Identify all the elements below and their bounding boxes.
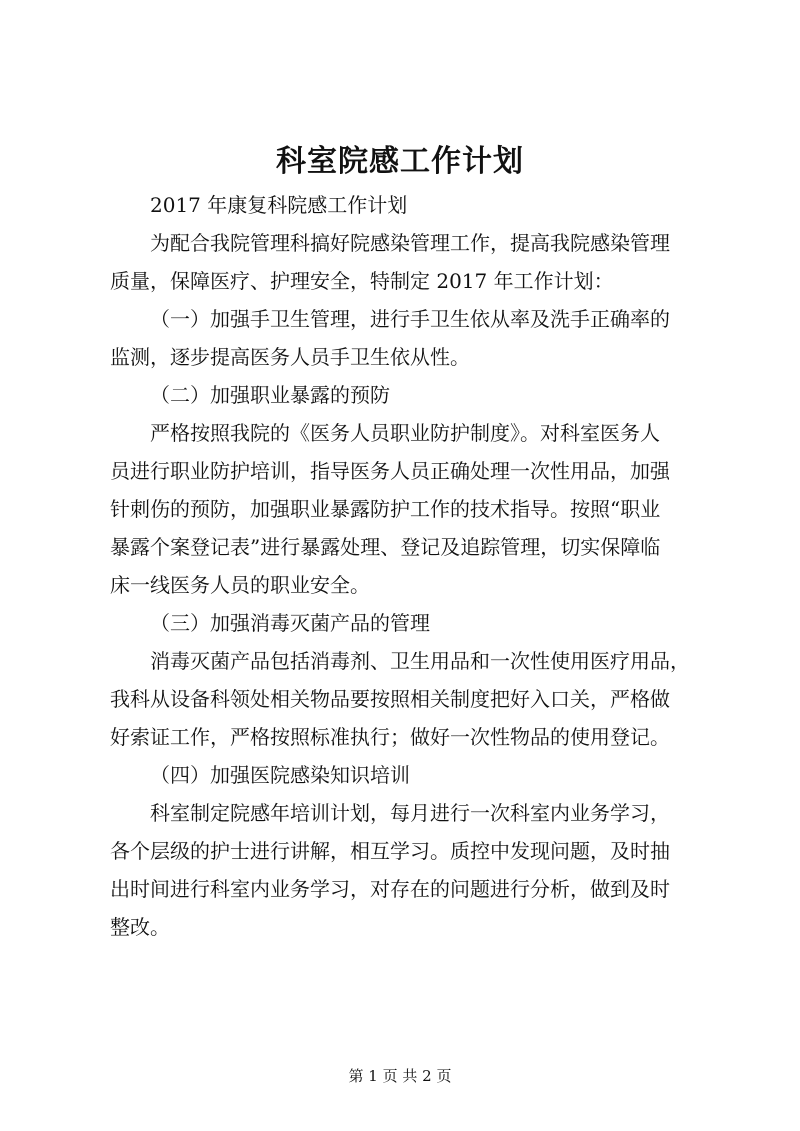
text-line: 员进行职业防护培训，指导医务人员正确处理一次性用品，加强 [110, 459, 670, 483]
text-line: 针刺伤的预防，加强职业暴露防护工作的技术指导。按照“职业 [110, 497, 661, 521]
text-line: 好索证工作，严格按照标准执行；做好一次性物品的使用登记。 [110, 725, 670, 749]
document-title: 科室院感工作计划 [276, 144, 524, 179]
text-line: 科室制定院感年培训计划，每月进行一次科室内业务学习， [150, 801, 670, 825]
text-line: 我科从设备科领处相关物品要按照相关制度把好入口关，严格做 [110, 687, 670, 711]
page-footer: 第 1 页 共 2 页 [348, 1067, 452, 1085]
text-line: 监测，逐步提高医务人员手卫生依从性。 [110, 345, 470, 369]
text-line: 消毒灭菌产品包括消毒剂、卫生用品和一次性使用医疗用品， [150, 649, 690, 673]
text-line: （一）加强手卫生管理，进行手卫生依从率及洗手正确率的 [150, 307, 670, 331]
text-line: 为配合我院管理科搞好院感染管理工作，提高我院感染管理 [150, 231, 670, 255]
text-line: 出时间进行科室内业务学习，对存在的问题进行分析，做到及时 [110, 877, 670, 901]
text-line: 质量，保障医疗、护理安全，特制定 2017 年工作计划： [110, 269, 614, 293]
text-line: 暴露个案登记表”进行暴露处理、登记及追踪管理，切实保障临 [110, 535, 661, 559]
document-body [110, 186, 720, 946]
text-line: （四）加强医院感染知识培训 [150, 763, 410, 787]
text-line: （三）加强消毒灭菌产品的管理 [150, 611, 430, 635]
text-line: 床一线医务人员的职业安全。 [110, 573, 370, 597]
text-line: 整改。 [110, 915, 170, 939]
text-line: 各个层级的护士进行讲解，相互学习。质控中发现问题，及时抽 [110, 839, 670, 863]
text-line: 严格按照我院的《医务人员职业防护制度》。对科室医务人 [150, 421, 660, 445]
text-line: 2017 年康复科院感工作计划 [150, 193, 408, 217]
text-line: （二）加强职业暴露的预防 [150, 383, 390, 407]
